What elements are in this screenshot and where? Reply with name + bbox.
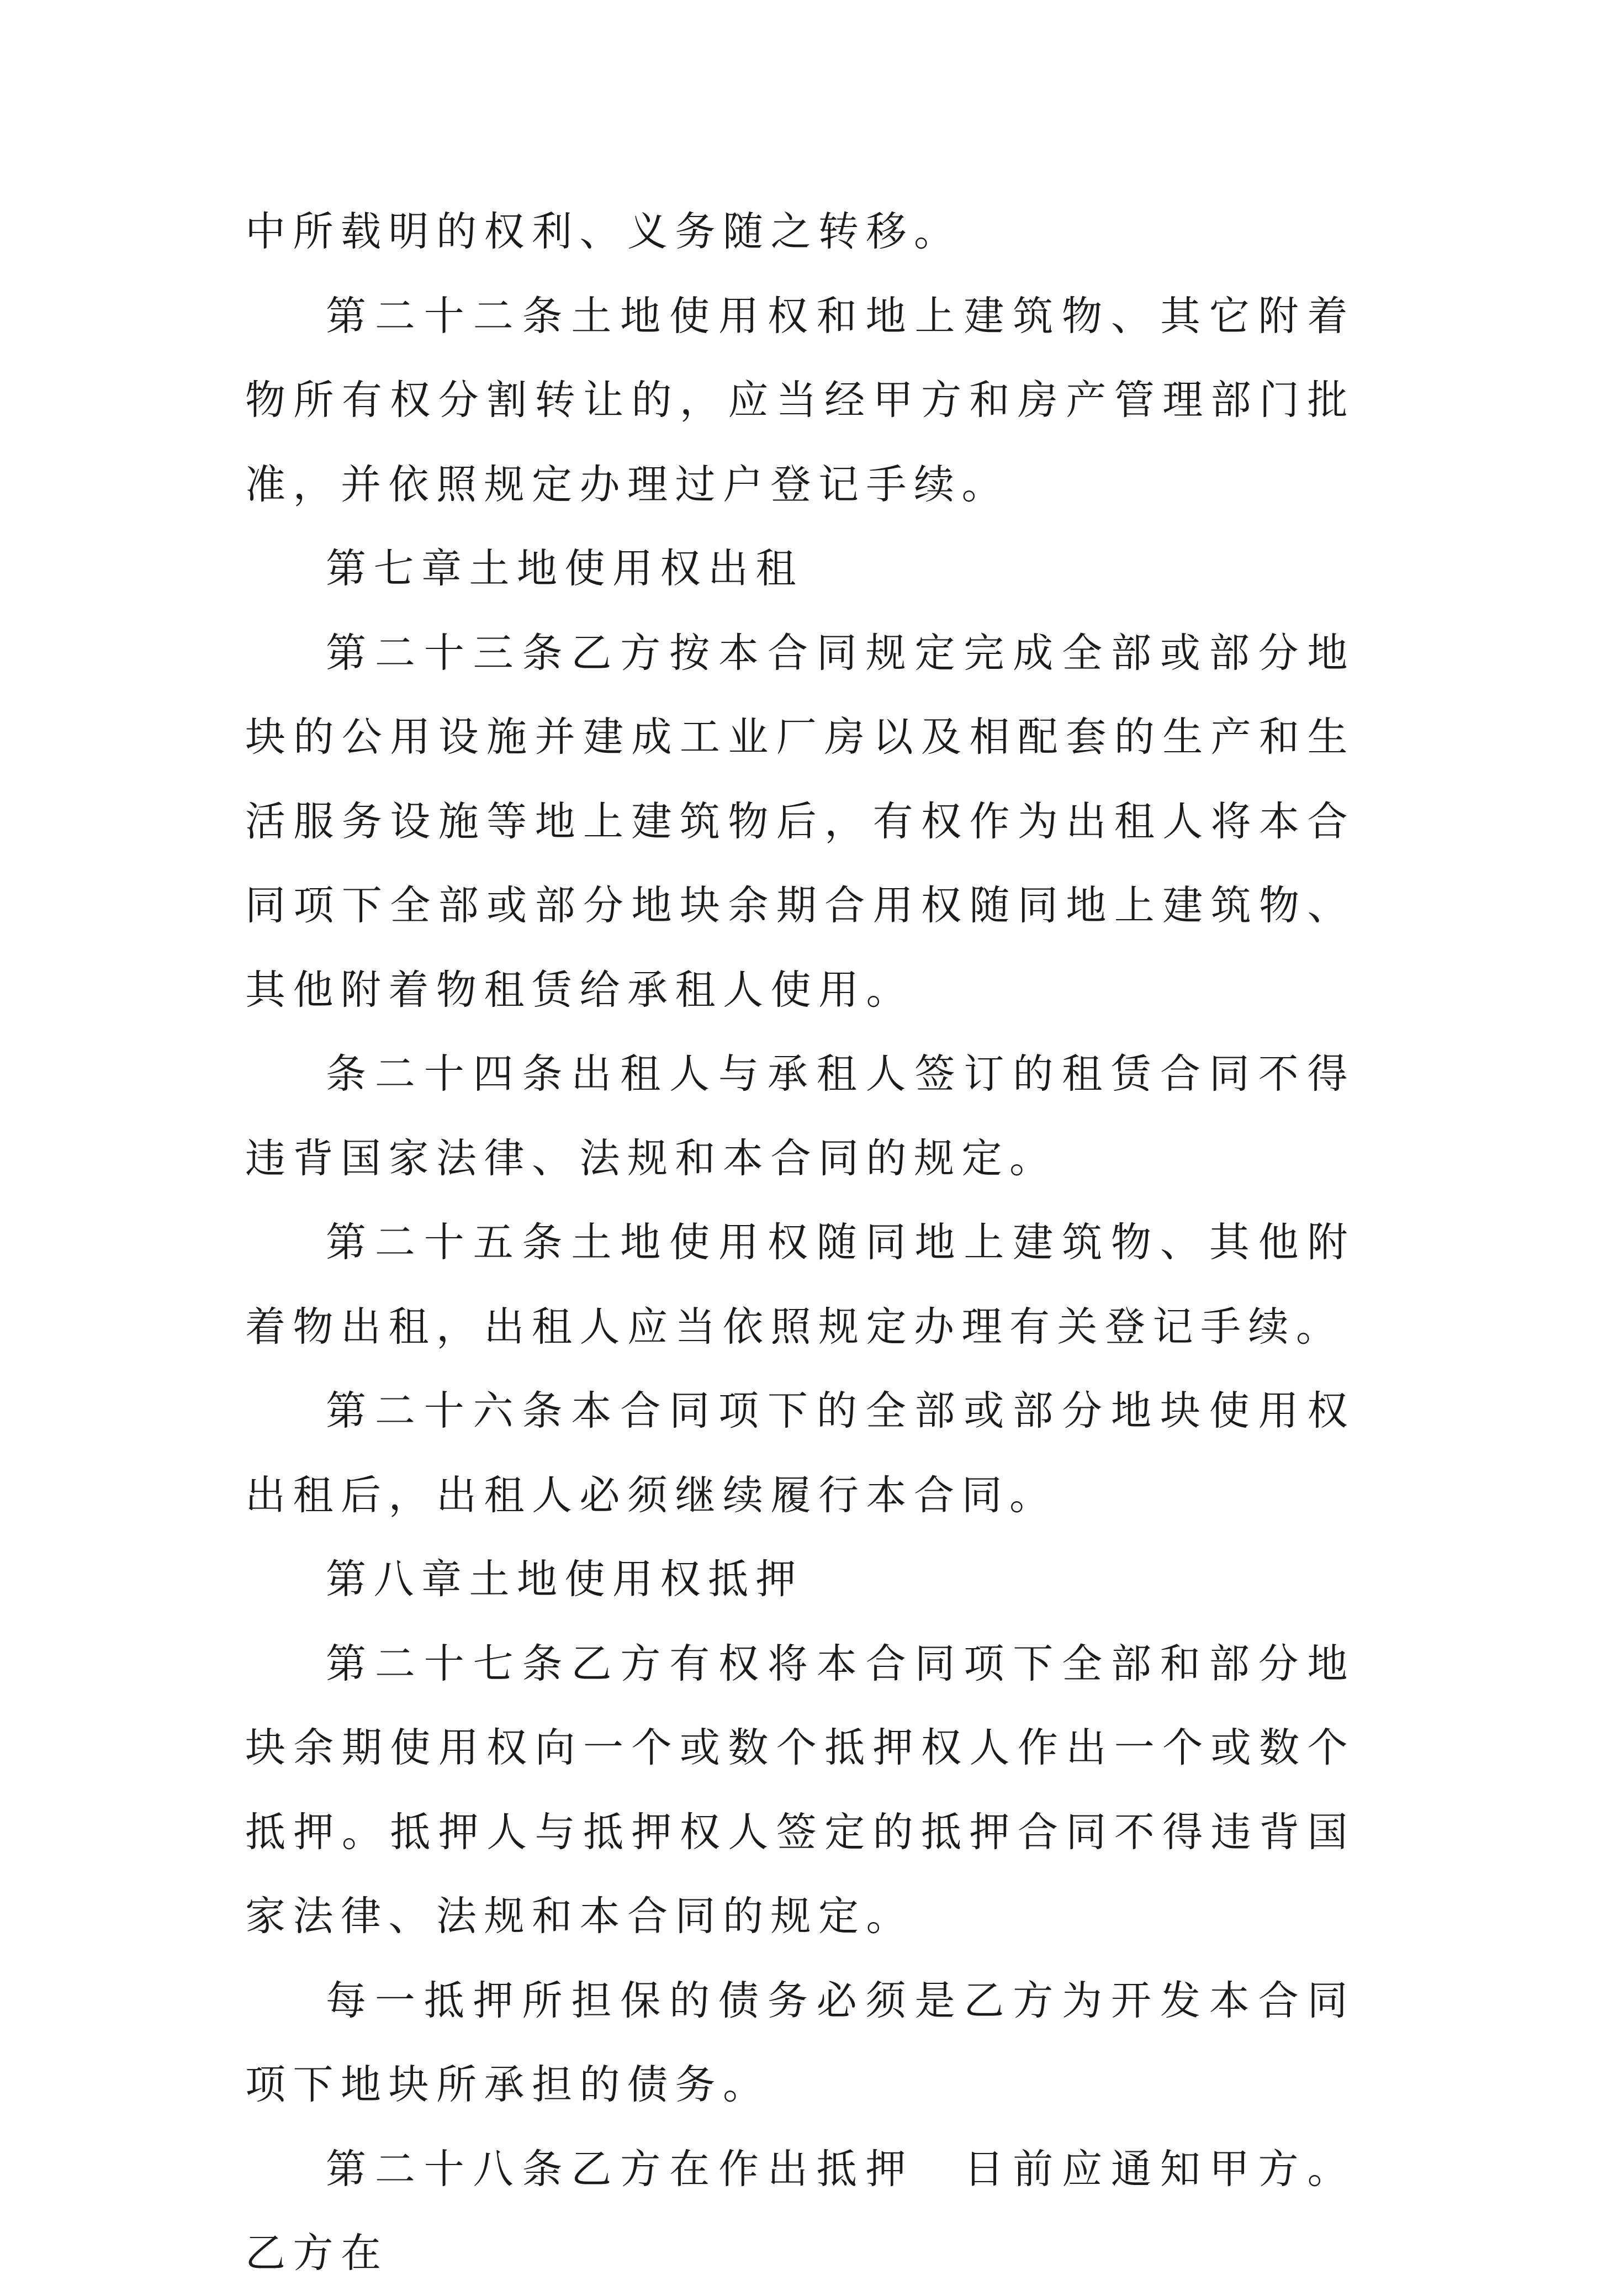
paragraph-article-28: 第二十八条乙方在作出抵押 日前应通知甲方。乙方在 xyxy=(245,2145,1355,2277)
paragraph-article-24: 条二十四条出租人与承租人签订的租赁合同不得违背国家法律、法规和本合同的规定。 xyxy=(245,1051,1355,1182)
chapter-8-heading: 第八章土地使用权抵押 xyxy=(326,1556,803,1603)
chapter-7-heading: 第七章土地使用权出租 xyxy=(326,545,803,592)
paragraph-debt-clause: 每一抵押所担保的债务必须是乙方为开发本合同项下地块所承担的债务。 xyxy=(245,1977,1355,2108)
paragraph-article-23: 第二十三条乙方按本合同规定完成全部或部分地块的公用设施并建成工业厂房以及相配套的生产和生活服务设施等地上建筑物后，有权作为出租人将本合同项下全部或部分地块余期合用权随同地上建筑物、其他附着物租赁给承租人使用。 xyxy=(245,629,1355,1014)
paragraph-article-26: 第二十六条本合同项下的全部或部分地块使用权出租后，出租人必须继续履行本合同。 xyxy=(245,1387,1355,1519)
paragraph-continuation: 中所载明的权利、义务随之转移。 xyxy=(245,208,962,255)
paragraph-article-27: 第二十七条乙方有权将本合同项下全部和部分地块余期使用权向一个或数个抵押权人作出一个或数个抵押。抵押人与抵押权人签定的抵押合同不得违背国家法律、法规和本合同的规定。 xyxy=(245,1640,1355,1940)
document-body xyxy=(245,190,1355,2296)
paragraph-article-25: 第二十五条土地使用权随同地上建筑物、其他附着物出租，出租人应当依照规定办理有关登记手续。 xyxy=(245,1219,1355,1350)
paragraph-article-22: 第二十二条土地使用权和地上建筑物、其它附着物所有权分割转让的，应当经甲方和房产管理部门批准，并依照规定办理过户登记手续。 xyxy=(245,292,1355,508)
